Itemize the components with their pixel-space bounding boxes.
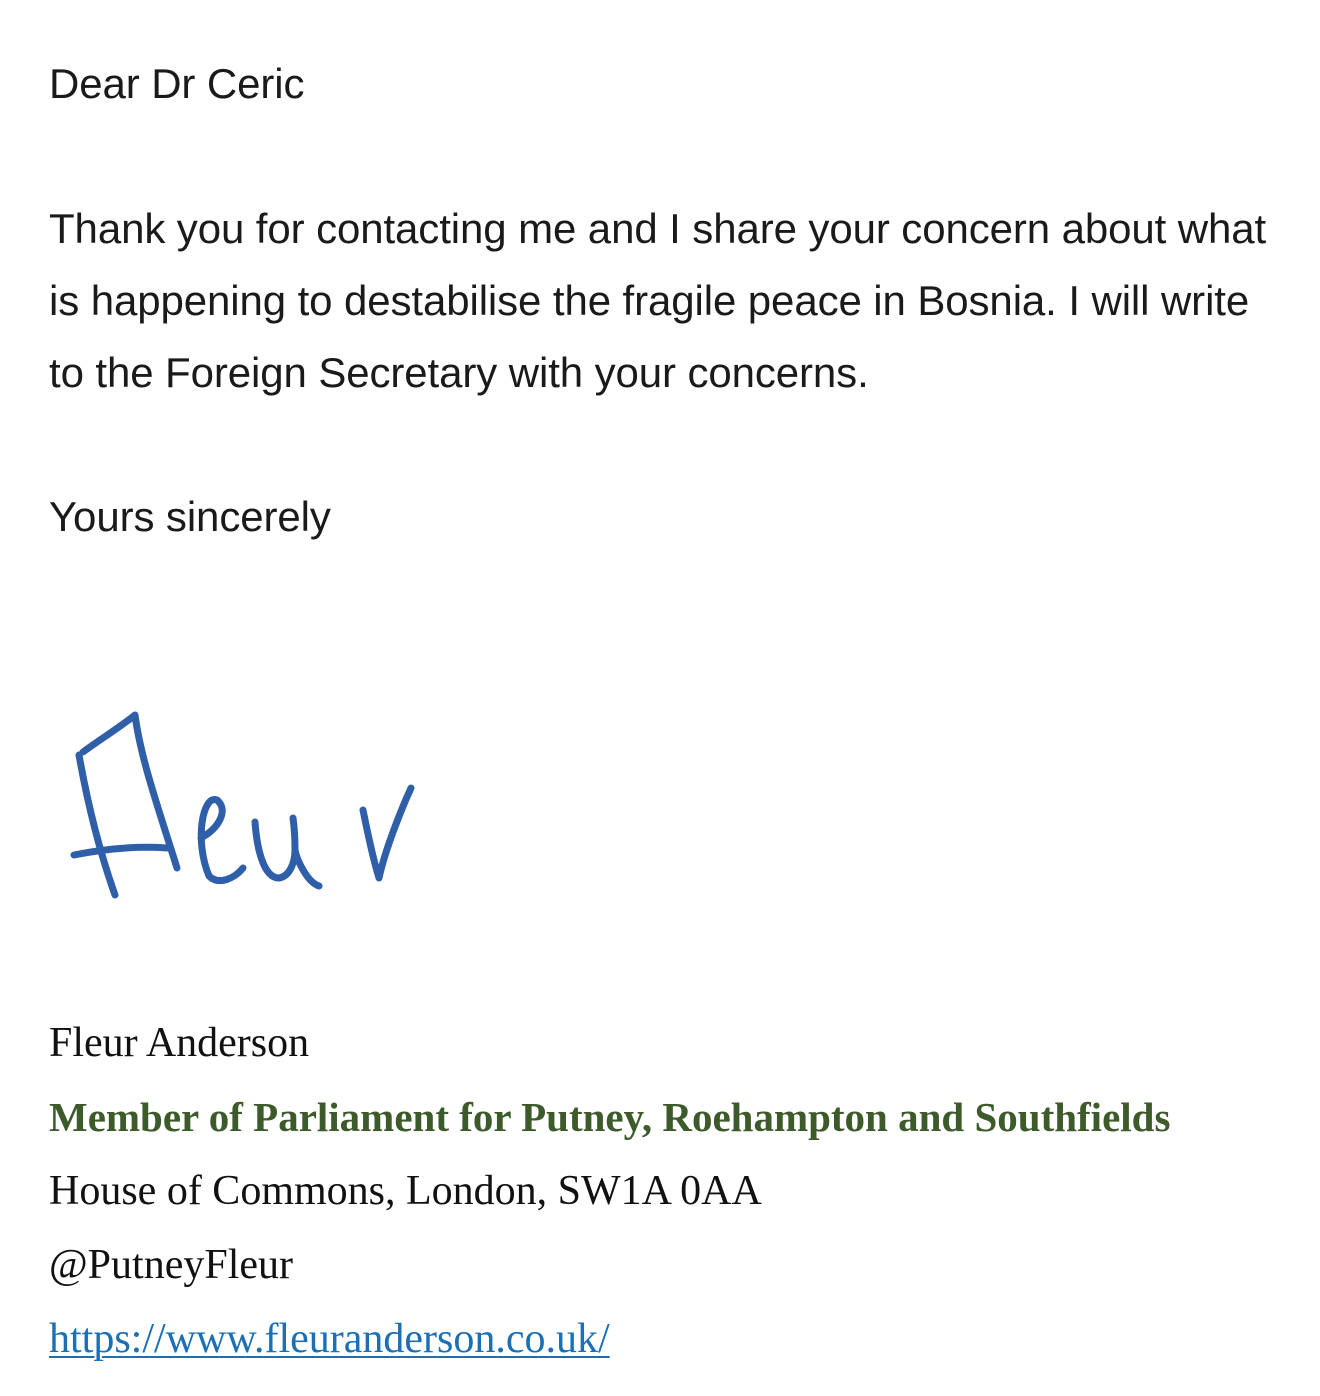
handwritten-signature (69, 700, 429, 910)
closing: Yours sincerely (49, 493, 331, 540)
website-link[interactable]: https://www.fleuranderson.co.uk/ (49, 1316, 610, 1362)
sender-address: House of Commons, London, SW1A 0AA (49, 1168, 762, 1214)
signature-block (49, 1012, 1309, 1382)
letter-body: Thank you for contacting me and I share your concern about what is happening to destabilise the fragile peace in Bosnia. I will write to the Foreign Secretary with your concerns. (49, 205, 1267, 396)
sender-title: Member of Parliament for Putney, Roehampton and Southfields (49, 1094, 1171, 1140)
salutation: Dear Dr Ceric (49, 60, 305, 107)
twitter-handle: @PutneyFleur (49, 1242, 294, 1288)
website-line (49, 1308, 1309, 1382)
sender-name: Fleur Anderson (49, 1020, 310, 1066)
